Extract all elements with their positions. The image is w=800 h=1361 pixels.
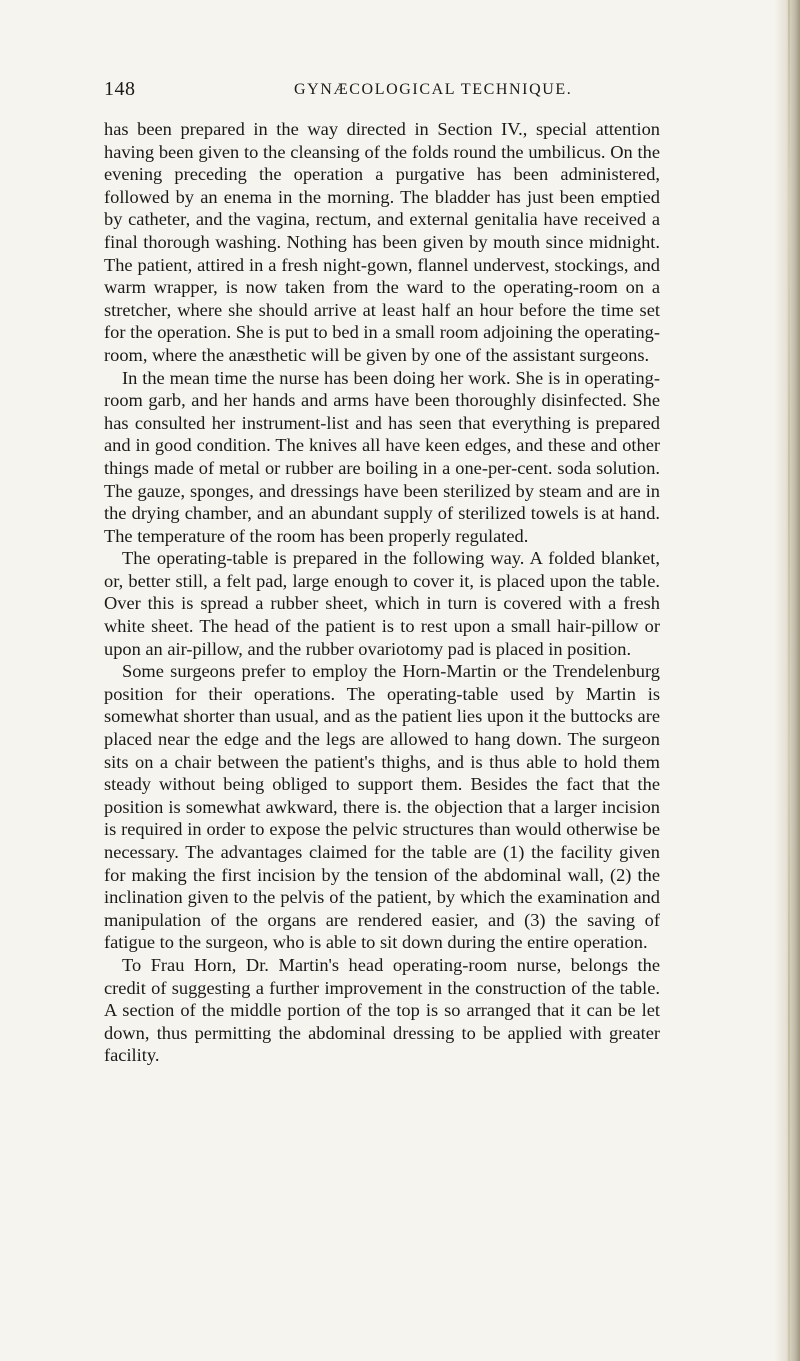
running-head: GYNÆCOLOGICAL TECHNIQUE.	[294, 81, 573, 98]
paragraph-continued: has been prepared in the way directed in Section IV., special attention having been given to the cleansing of the folds round the umbilicus. On the evening preceding the operation a purgative has been administered, followed by an enema in the morning. The bladder has just been emptied by catheter, and the vagina, rectum, and external genitalia have received a final thorough washing. Nothing has been given by mouth since midnight. The patient, attired in a fresh night-gown, flannel undervest, stockings, and warm wrapper, is now taken from the ward to the operating-room on a stretcher, where she should arrive at least half an hour before the time set for the operation. She is put to bed in a small room adjoining the operating-room, where the anæsthetic will be given by one of the assistant surgeons.	[104, 119, 660, 365]
paragraph-frau-horn: To Frau Horn, Dr. Martin's head operating-room nurse, belongs the credit of suggesting a further improvement in the construction of the table. A section of the middle portion of the top is so arranged that it can be let down, thus permitting the abdominal dressing to be applied with greater facility.	[104, 954, 660, 1066]
page-edge-shadow	[774, 0, 800, 1361]
page-header	[104, 78, 664, 104]
paragraph-horn-martin-position: Some surgeons prefer to employ the Horn-Martin or the Trendelenburg position for their operations. The operating-table used by Martin is somewhat shorter than usual, and as the patient lies upon it the buttocks are placed near the edge and the legs are allowed to hang down. The surgeon sits on a chair between the patient's thighs, and is thus able to hold them steady without being obliged to support them. Besides the fact that the position is somewhat awkward, there is. the objection that a larger incision is required in order to expose the pelvic structures than would otherwise be necessary. The advantages claimed for the table are (1) the facility given for making the first incision by the tension of the abdominal wall, (2) the inclination given to the pelvis of the patient, by which the examination and manipulation of the organs are rendered easier, and (3) the saving of fatigue to the surgeon, who is able to sit down during the entire operation.	[104, 661, 660, 953]
body-text	[104, 118, 660, 1067]
page-edge-line	[788, 0, 790, 1361]
page-number: 148	[104, 78, 136, 100]
paragraph-operating-table: The operating-table is prepared in the following way. A folded blanket, or, better still, a felt pad, large enough to cover it, is placed upon the table. Over this is spread a rubber sheet, which in turn is covered with a fresh white sheet. The head of the patient is to rest upon a small hair-pillow or upon an air-pillow, and the rubber ovariotomy pad is placed in position.	[104, 548, 660, 659]
paragraph-nurse-preparation: In the mean time the nurse has been doing her work. She is in operating-room garb, and her hands and arms have been thoroughly disinfected. She has consulted her instrument-list and has seen that everything is prepared and in good condition. The knives all have keen edges, and these and other things made of metal or rubber are boiling in a one-per-cent. soda solution. The gauze, sponges, and dressings have been sterilized by steam and are in the drying chamber, and an abundant supply of sterilized towels is at hand. The temperature of the room has been properly regulated.	[104, 367, 660, 546]
